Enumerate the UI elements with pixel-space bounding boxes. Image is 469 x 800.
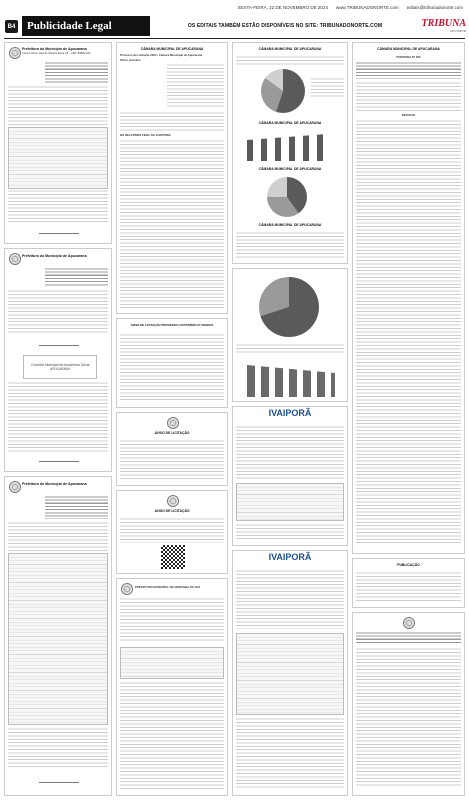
chart-note — [236, 343, 344, 353]
coat-of-arms-icon — [9, 481, 21, 493]
doc-apucarana-decree-3 — [4, 476, 112, 796]
doc-camara-report — [116, 42, 228, 314]
ivaipora-logo: IVAIPORÃ — [268, 408, 312, 418]
doc-summary — [356, 61, 461, 79]
doc-intro — [356, 81, 461, 111]
doc-body — [120, 597, 224, 643]
banner-text: OS EDITAIS TAMBÉM ESTÃO DISPONÍVEIS NO SITE: TRIBUNADONORTE.COM — [187, 23, 383, 29]
doc-subject: Processo de Licitação 2024 - Câmara Municipal de Apucarana — [120, 53, 203, 57]
doc-heading: PORTARIA Nº 000 — [396, 55, 421, 59]
doc-camara-portaria — [352, 42, 465, 554]
doc-title: AVISO DE LICITAÇÃO — [154, 431, 190, 435]
doc-table — [8, 553, 108, 725]
signature-line — [39, 782, 79, 783]
doc-camara-charts — [232, 268, 348, 402]
doc-prefeitura-ariranha — [116, 578, 228, 796]
chart-legend — [311, 77, 344, 97]
doc-table — [236, 633, 344, 715]
pie-chart-1 — [261, 69, 305, 113]
doc-subtitle: Ofício Anônimo — [120, 58, 141, 62]
header-rule — [4, 38, 465, 39]
doc-body — [120, 439, 224, 479]
coat-of-arms-icon — [9, 47, 21, 59]
issue-date: SEXTA-FEIRA, 22 DE NOVEMBRO DE 2024 — [237, 4, 328, 10]
top-info-bar — [0, 0, 469, 14]
logo-brand: TRIBUNA — [421, 18, 466, 29]
coat-of-arms-icon — [121, 583, 133, 595]
doc-body-2 — [8, 381, 108, 453]
signature-line — [39, 461, 79, 462]
doc-camara-survey — [232, 42, 348, 264]
doc-body-2 — [8, 189, 108, 223]
doc-aviso-licitacao-1 — [116, 318, 228, 408]
doc-org: Prefeitura do Município de Apucarana — [22, 47, 87, 51]
coat-of-arms-icon — [9, 253, 21, 265]
bar-chart-1 — [247, 131, 327, 161]
doc-heading: DO RELATÓRIO FINAL DA AUDITORIA — [120, 133, 172, 137]
doc-org: PREFEITURA MUNICIPAL DE ARIRANHA DO IVAÍ — [135, 585, 200, 589]
doc-ivaipora-2 — [232, 550, 348, 796]
doc-body-2 — [8, 727, 108, 767]
page-number: B4 — [5, 20, 18, 33]
doc-body — [8, 289, 108, 333]
signature-line — [39, 233, 79, 234]
logo-sub: DO NORTE — [450, 29, 466, 33]
doc-org: CÂMARA MUNICIPAL DE APUCARANA — [377, 47, 440, 51]
doc-body — [356, 571, 461, 603]
doc-body — [120, 139, 224, 309]
coat-of-arms-icon — [167, 495, 179, 507]
doc-body — [236, 231, 344, 259]
doc-body-2 — [236, 523, 344, 541]
doc-body — [120, 517, 224, 543]
doc-org-2: CÂMARA MUNICIPAL DE APUCARANA — [258, 121, 322, 125]
doc-table — [236, 483, 344, 521]
doc-table — [120, 647, 224, 679]
doc-title: AVISO DE LICITAÇÃO — [154, 509, 190, 513]
doc-apucarana-decree-1 — [4, 42, 112, 244]
doc-intro — [236, 55, 344, 65]
doc-ivaipora-publicacao — [352, 558, 465, 608]
pie-chart-3 — [259, 277, 319, 337]
doc-aviso-licitacao-2 — [116, 412, 228, 486]
doc-org: CÂMARA MUNICIPAL DE APUCARANA — [140, 47, 204, 51]
doc-summary — [45, 61, 108, 83]
doc-body-2 — [236, 717, 344, 789]
doc-table — [8, 127, 108, 189]
doc-ivaipora-1 — [232, 406, 348, 546]
doc-heading — [356, 631, 461, 643]
doc-aviso-licitacao-3 — [116, 490, 228, 574]
doc-title: AVISO DE LICITAÇÃO PROCESSO LICITATÓRIO Nº 000/2024 — [130, 323, 214, 327]
bar-chart-2 — [247, 357, 335, 397]
doc-org-3: CÂMARA MUNICIPAL DE APUCARANA — [258, 167, 322, 171]
doc-resolve: RESOLVE — [401, 113, 416, 117]
email-link[interactable]: editais@tribunadonorte.com — [406, 4, 463, 10]
doc-summary — [167, 63, 224, 109]
doc-summary — [45, 495, 108, 519]
doc-org-4: CÂMARA MUNICIPAL DE APUCARANA — [258, 223, 322, 227]
newspaper-logo — [420, 15, 466, 37]
page-header — [0, 14, 469, 38]
doc-apucarana-decree-2 — [4, 248, 112, 472]
doc-body — [356, 119, 461, 545]
coat-of-arms-icon — [403, 617, 415, 629]
doc-body — [236, 569, 344, 629]
doc-body — [8, 85, 108, 125]
doc-body — [120, 333, 224, 401]
qr-code-icon[interactable] — [161, 545, 185, 569]
coat-of-arms-icon — [167, 417, 179, 429]
doc-summary — [45, 267, 108, 287]
doc-address: Centro Cívico José de Oliveira Rosa, 25 – CEP: 86800-235 — [22, 52, 91, 55]
doc-org: CÂMARA MUNICIPAL DE APUCARANA — [258, 47, 322, 51]
doc-title: PUBLICAÇÃO — [397, 563, 420, 567]
doc-body — [8, 521, 108, 551]
doc-org: Prefeitura do Município de Apucarana — [22, 482, 87, 486]
site-link[interactable]: www.TRIBUNADONORTE.com — [335, 4, 399, 10]
doc-body — [356, 647, 461, 787]
pie-chart-2 — [267, 177, 307, 217]
doc-body — [236, 425, 344, 479]
signature-line — [39, 345, 79, 346]
ivaipora-logo: IVAIPORÃ — [268, 552, 312, 562]
doc-body-2 — [120, 681, 224, 791]
doc-intro — [120, 111, 224, 131]
doc-portaria-2 — [352, 612, 465, 796]
doc-org: Prefeitura do Município de Apucarana — [22, 254, 87, 258]
council-logo: Conselho Municipal de Assistência Social APUCARANA — [23, 355, 97, 379]
section-title: Publicidade Legal — [22, 16, 150, 36]
